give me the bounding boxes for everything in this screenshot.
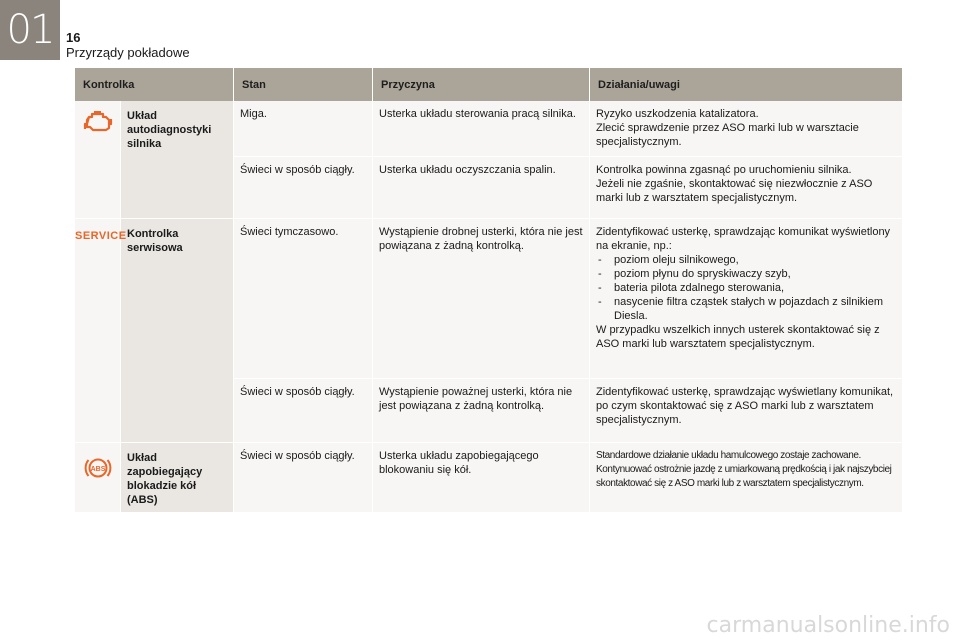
- service-icon-cell: [75, 219, 127, 443]
- dzialania-cell: Standardowe działanie układu hamulcowego zostaje zachowane. Kontynuować ostrożnie jazdę z umiarkowaną prędkością i jak najszybciej skontaktować się z ASO marki lub z warsztatem specjalistycznym.: [590, 443, 903, 513]
- page-number: 16: [66, 30, 81, 45]
- dzialania-text: Ryzyko uszkodzenia katalizatora.: [596, 108, 759, 120]
- stan-cell: Świeci w sposób ciągły.: [234, 379, 373, 443]
- przyczyna-cell: Wystąpienie poważnej usterki, która nie jest powiązana z żadną kontrolką.: [373, 379, 590, 443]
- warning-lights-table: [75, 68, 903, 513]
- engine-check-icon: [83, 111, 113, 133]
- abs-icon: [83, 453, 113, 483]
- dzialania-cell: [590, 219, 903, 379]
- przyczyna-cell: Usterka układu sterowania pracą silnika.: [373, 101, 590, 157]
- stan-cell: Miga.: [234, 101, 373, 157]
- header-stan: Stan: [234, 68, 373, 101]
- table-row: [75, 219, 903, 379]
- list-item: - nasycenie filtra cząstek stałych w pojazdach z silnikiem Diesla.: [596, 295, 896, 323]
- dzialania-text: Zlecić sprawdzenie przez ASO marki lub w warsztacie specjalistycznym.: [596, 122, 859, 148]
- watermark: carmanualsonline.info: [706, 613, 950, 638]
- list-item: - poziom płynu do spryskiwaczy szyb,: [596, 267, 896, 281]
- abs-light-name: Układ zapobiegający blokadzie kół (ABS): [121, 443, 234, 513]
- header-kontrolka: Kontrolka: [75, 68, 234, 101]
- chapter-tab: 01: [0, 0, 60, 60]
- service-icon: SERVICE: [75, 230, 127, 242]
- list-item: - poziom oleju silnikowego,: [596, 253, 896, 267]
- dzialania-cell: [590, 157, 903, 219]
- table-row: [75, 101, 903, 157]
- engine-light-name: Układ autodiagnostyki silnika: [121, 101, 234, 219]
- stan-cell: Świeci w sposób ciągły.: [234, 157, 373, 219]
- dzialania-text: Jeżeli nie zgaśnie, skontaktować się niezwłocznie z ASO marki lub z warsztatem specjalistycznym.: [596, 178, 873, 204]
- abs-icon-label: ABS: [90, 466, 105, 473]
- dzialania-outro: W przypadku wszelkich innych usterek skontaktować się z ASO marki lub warsztatem specjalistycznym.: [596, 324, 880, 350]
- przyczyna-cell: Usterka układu zapobiegającego blokowaniu się kół.: [373, 443, 590, 513]
- header-dzialania: Działania/uwagi: [590, 68, 903, 101]
- dzialania-cell: Zidentyfikować usterkę, sprawdzając wyświetlany komunikat, po czym skontaktować się z ASO marki lub z warsztatem specjalistycznym.: [590, 379, 903, 443]
- dzialania-text: Kontrolka powinna zgasnąć po uruchomieniu silnika.: [596, 164, 852, 176]
- dzialania-cell: [590, 101, 903, 157]
- przyczyna-cell: Wystąpienie drobnej usterki, która nie jest powiązana z żadną kontrolką.: [373, 219, 590, 379]
- abs-icon-cell: [75, 443, 121, 513]
- dzialania-intro: Zidentyfikować usterkę, sprawdzając komunikat wyświetlony na ekranie, np.:: [596, 226, 891, 252]
- header-przyczyna: Przyczyna: [373, 68, 590, 101]
- engine-icon-cell: [75, 101, 121, 219]
- dzialania-list: [596, 253, 896, 323]
- section-title: Przyrządy pokładowe: [66, 45, 190, 60]
- table-row: [75, 443, 903, 513]
- stan-cell: Świeci tymczasowo.: [234, 219, 373, 379]
- list-item: - bateria pilota zdalnego sterowania,: [596, 281, 896, 295]
- service-light-name: Kontrolka serwisowa: [121, 219, 234, 443]
- table-header-row: [75, 68, 903, 101]
- stan-cell: Świeci w sposób ciągły.: [234, 443, 373, 513]
- przyczyna-cell: Usterka układu oczyszczania spalin.: [373, 157, 590, 219]
